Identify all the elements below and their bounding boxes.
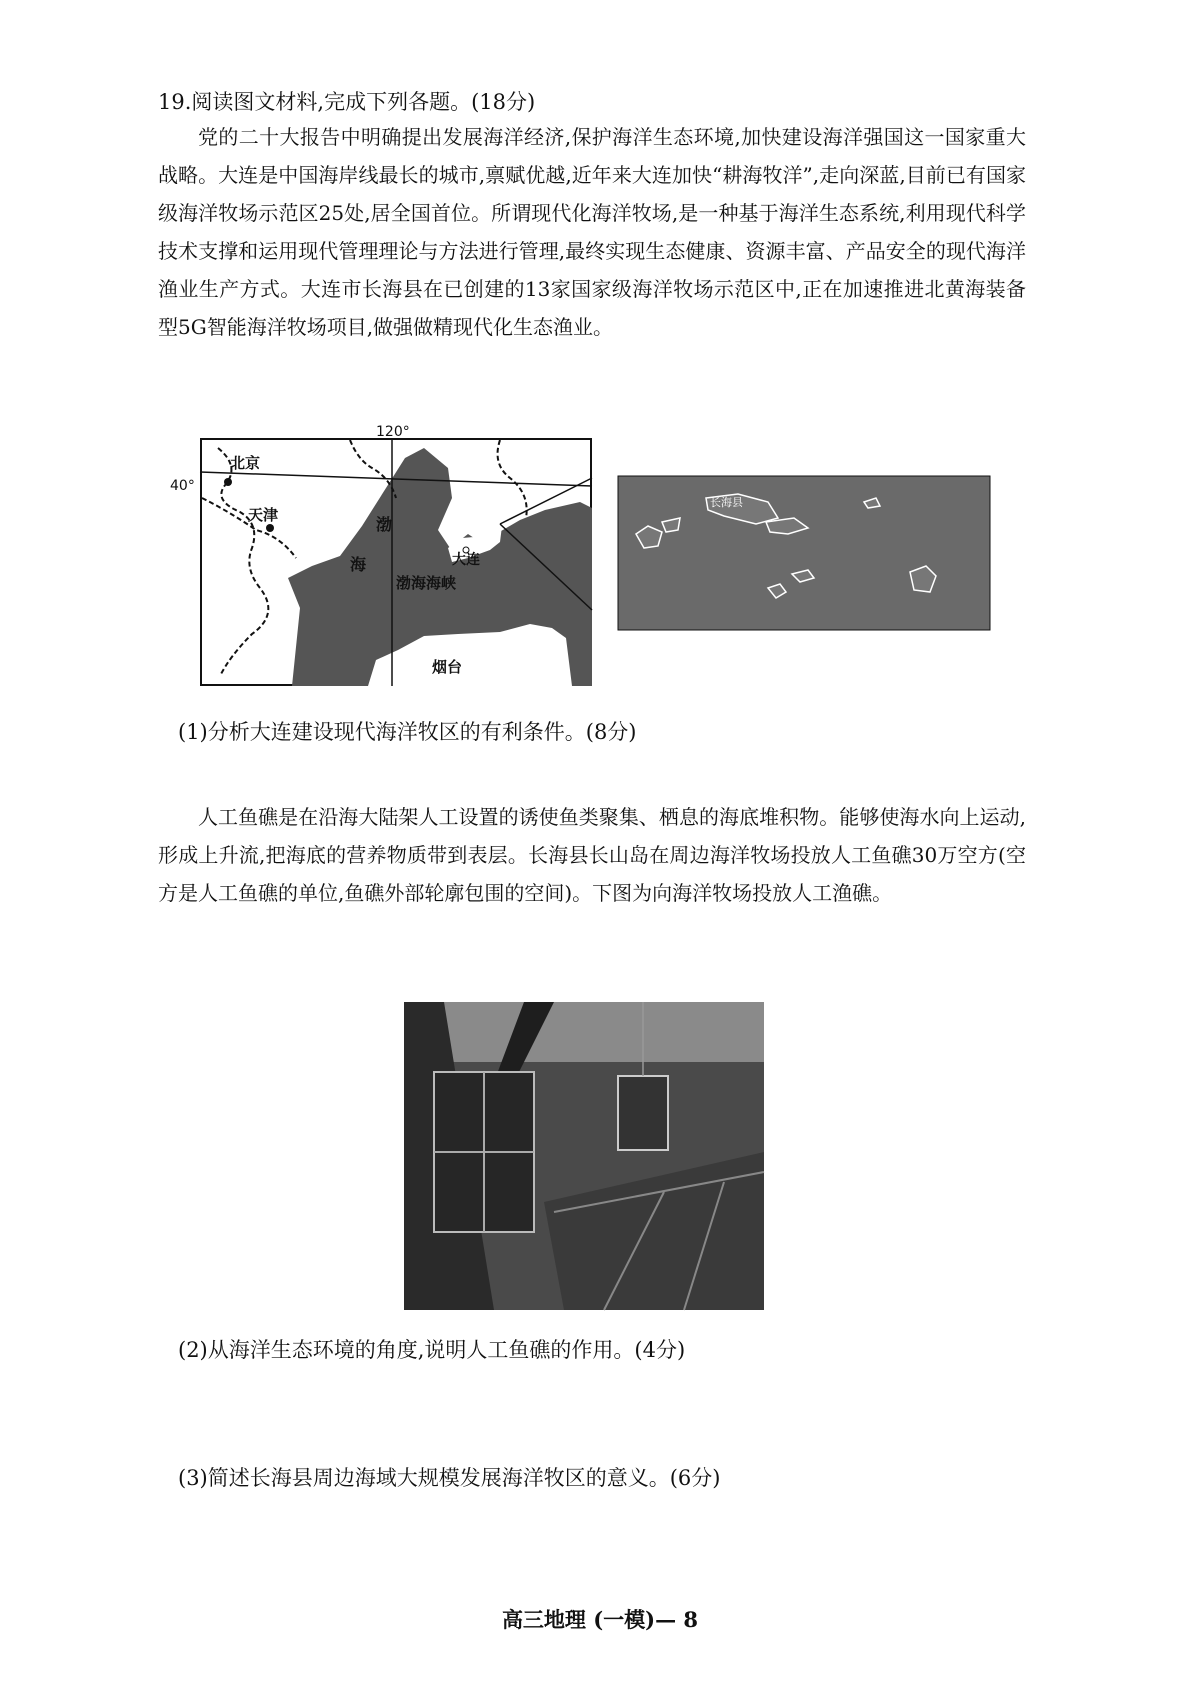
changhai-label: 长海县 [710, 496, 743, 509]
sub-question-2: (2)从海洋生态环境的角度,说明人工鱼礁的作用。(4分) [178, 1338, 686, 1362]
sub-question-3: (3)简述长海县周边海域大规模发展海洋牧区的意义。(6分) [178, 1466, 721, 1490]
intro-paragraph: 党的二十大报告中明确提出发展海洋经济,保护海洋生态环境,加快建设海洋强国这一国家重大战略。大连是中国海岸线最长的城市,禀赋优越,近年来大连加快“耕海牧洋”,走向深蓝,目前已有国家级海洋牧场示范区25处,居全国首位。所谓现代化海洋牧场,是一种基于海洋生态系统,利用现代科学技术支撑和运用现代管理理论与方法进行管理,最终实现生态健康、资源丰富、产品安全的现代海洋渔业生产方式。大连市长海县在已创建的13家国家级海洋牧场示范区中,正在加速推进北黄海装备型5G智能海洋牧场项目,做强做精现代化生态渔业。 [158, 125, 1026, 339]
page-footer: 高三地理 (一模)— 8 [501, 1607, 699, 1632]
strait-label: 渤海海峡 [396, 574, 457, 592]
location-map [200, 424, 592, 686]
reef-block-small [618, 1076, 668, 1150]
yantai-label: 烟台 [432, 658, 463, 676]
tianjin-dot [266, 524, 274, 532]
question-title: 19.阅读图文材料,完成下列各题。(18分) [158, 90, 536, 114]
bohai-label-2: 海 [350, 555, 367, 574]
beijing-dot [224, 478, 232, 486]
beijing-label: 北京 [230, 454, 261, 472]
lat-label: 40° [170, 478, 195, 494]
reef-deployment-photo [404, 1002, 764, 1310]
lon-label: 120° [376, 424, 410, 440]
bohai-label-1: 渤 [376, 515, 393, 534]
tianjin-label: 天津 [248, 506, 279, 524]
changhai-zoom-map [618, 476, 990, 630]
reef-paragraph: 人工鱼礁是在沿海大陆架人工设置的诱使鱼类聚集、栖息的海底堆积物。能够使海水向上运动,形成上升流,把海底的营养物质带到表层。长海县长山岛在周边海洋牧场投放人工鱼礁30万空方(空方是人工鱼礁的单位,鱼礁外部轮廓包围的空间)。下图为向海洋牧场投放人工渔礁。 [158, 805, 1026, 905]
sub-question-1: (1)分析大连建设现代海洋牧区的有利条件。(8分) [178, 720, 637, 744]
dalian-label: 大连 [452, 552, 480, 568]
